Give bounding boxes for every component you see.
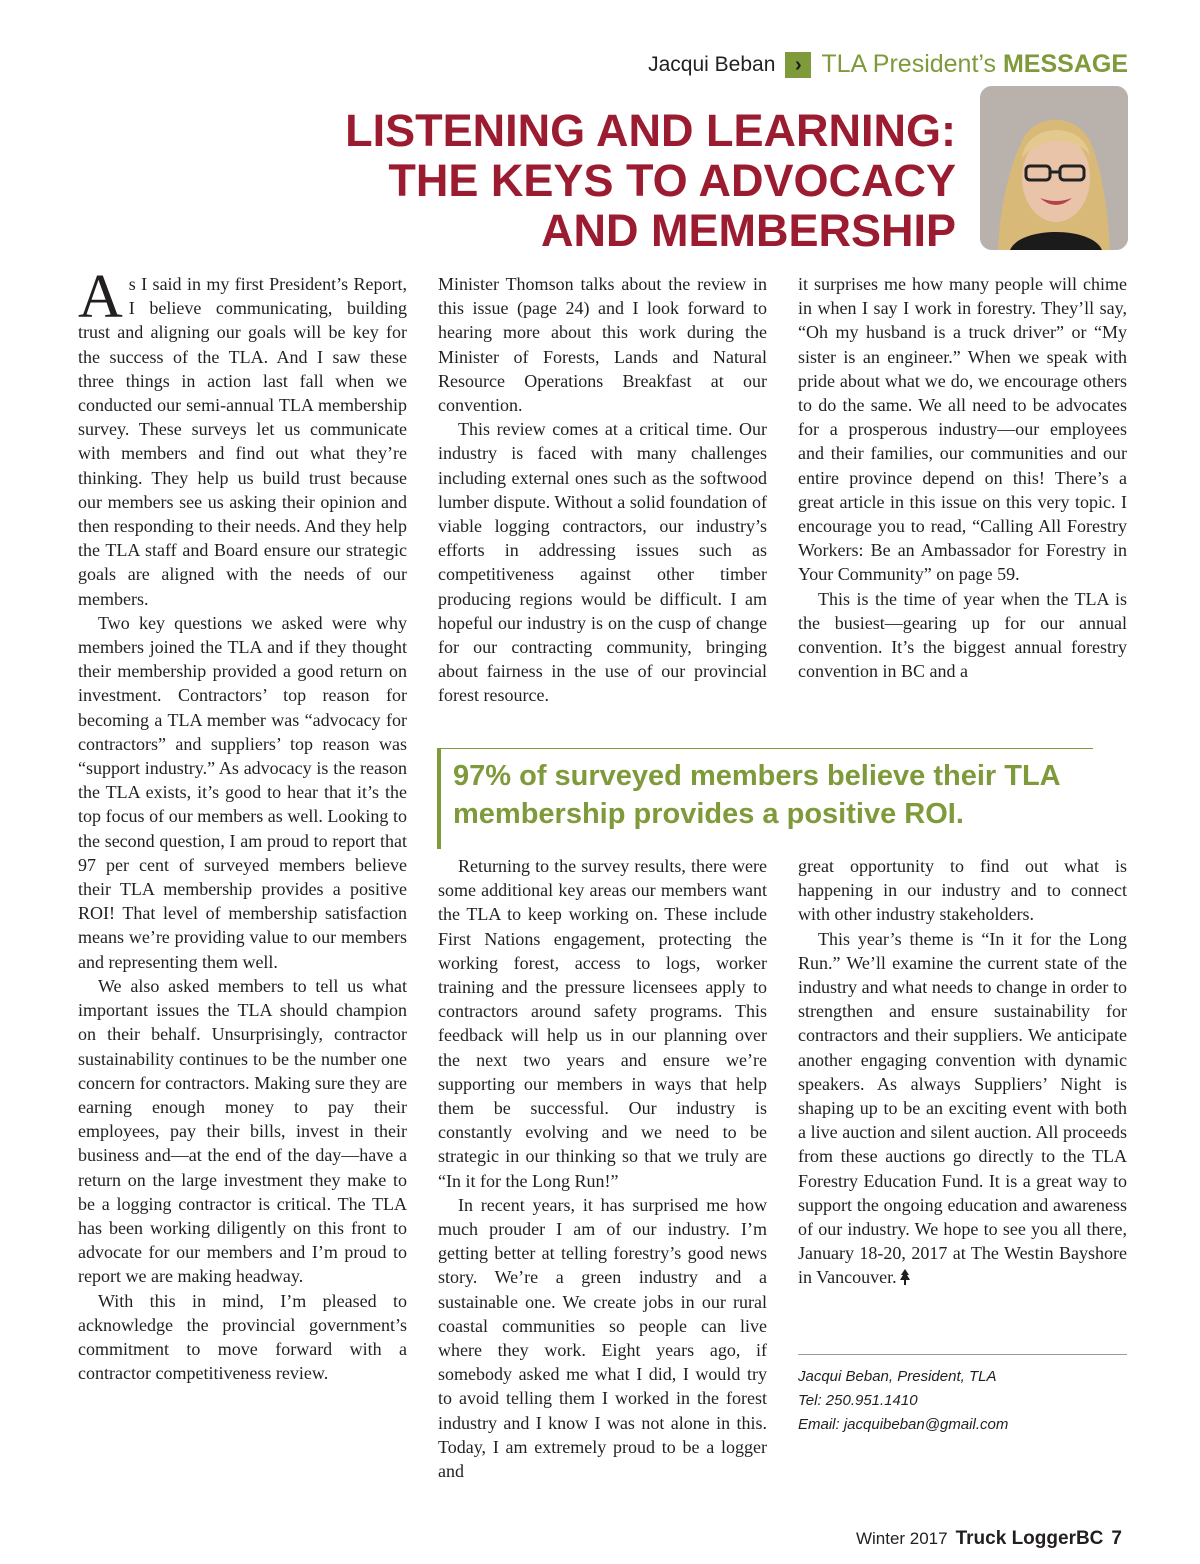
author-photo bbox=[980, 86, 1128, 250]
pull-quote-line: 97% of surveyed members believe their TLA bbox=[453, 760, 1061, 792]
article-column-2-lower bbox=[438, 854, 767, 1483]
header-section-light: TLA President’s bbox=[821, 50, 997, 78]
paragraph: it surprises me how many people will chime in when I say I work in forestry. They’ll say, “Oh my husband is a truck driver” or “My sister is an engineer.” When we speak with pride about what we do, we encourage others to do the same. We all need to be advocates for a prosperous industry—our employees and their families, our communities and our entire province depend on this! There’s a great article in this issue on this very topic. I encourage you to read, “Calling All Forestry Workers: Be an Ambassador for Forestry in Your Community” on page 59. bbox=[798, 274, 1127, 585]
article-headline bbox=[316, 106, 956, 256]
page-number: 7 bbox=[1111, 1528, 1122, 1549]
paragraph: great opportunity to find out what is happening in our industry and to connect with other industry stakeholders. bbox=[798, 856, 1127, 925]
paragraph-text: s I said in my first President’s Report, I believe communicating, building trust and aligning our goals will be key for the success of the TLA. And I saw these three things in action last fall when we conducted our semi-annual TLA membership survey. These surveys let us communicate with members and find out what they’re thinking. They help us build trust because our members see us asking their opinion and then responding to their needs. And they help the TLA staff and Board ensure our strategic goals are aligned with the needs of our members. bbox=[78, 274, 407, 609]
footer-magazine: Truck LoggerBC bbox=[955, 1528, 1104, 1549]
pull-quote bbox=[437, 748, 1093, 849]
drop-cap: A bbox=[78, 263, 123, 331]
signature-tel: Tel: 250.951.1410 bbox=[798, 1392, 918, 1409]
headline-line: THE KEYS TO ADVOCACY bbox=[388, 155, 956, 206]
signature-email: Email: jacquibeban@gmail.com bbox=[798, 1416, 1009, 1433]
author-portrait-image bbox=[980, 86, 1128, 250]
article-column-3-lower bbox=[798, 854, 1127, 1290]
paragraph: Two key questions we asked were why members joined the TLA and if they thought their membership provided a good return on investment. Contractors’ top reason for becoming a TLA member was “advocacy for contractors” and suppliers’ top reason was “support industry.” As advocacy is the reason the TLA exists, it’s good to hear that it’s the top focus of our members as well. Looking to the second question, I am proud to report that 97 per cent of surveyed members believe their TLA membership provides a positive ROI! That level of membership satisfaction means we’re providing value to our members and representing them well. bbox=[78, 612, 407, 972]
paragraph: Returning to the survey results, there were some additional key areas our members want the TLA to keep working on. These include First Nations engagement, protecting the working forest, access to logs, worker training and the pressure licensees apply to contractors around safety programs. This feedback will help us in our planning over the next two years and ensure we’re supporting our members in ways that help them be successful. Our industry is constantly evolving and we need to be strategic in our thinking so that we truly are “In it for the Long Run!” bbox=[438, 856, 767, 1191]
paragraph: Minister Thomson talks about the review in this issue (page 24) and I look forward to hearing more about this work during the Minister of Forests, Lands and Natural Resource Operations Breakfast at our convention. bbox=[438, 274, 767, 416]
header-section bbox=[821, 50, 1128, 79]
chevron-right-icon: › bbox=[785, 52, 811, 78]
headline-line: AND MEMBERSHIP bbox=[540, 205, 956, 256]
paragraph bbox=[798, 927, 1127, 1290]
paragraph-text: This year’s theme is “In it for the Long Run.” We’ll examine the current state of the industry and what needs to change in order to strengthen and ensure sustainability for contractors and their suppliers. We anticipate another engaging convention with dynamic speakers. As always Suppliers’ Night is shaping up to be an exciting event with both a live auction and silent auction. All proceeds from these auctions go directly to the TLA Forestry Education Fund. It is a great way to support the ongoing education and awareness of our industry. We hope to see you all there, January 18-20, 2017 at The Westin Bayshore in Vancouver. bbox=[798, 928, 1127, 1288]
article-column-3 bbox=[798, 272, 1127, 683]
paragraph: This is the time of year when the TLA is the busiest—gearing up for our annual convention. It’s the biggest annual forestry convention in BC and a bbox=[798, 588, 1127, 682]
page-footer bbox=[856, 1528, 1122, 1550]
page-header bbox=[648, 50, 1128, 79]
footer-issue: Winter 2017 bbox=[855, 1529, 948, 1548]
pull-quote-line: membership provides a positive ROI. bbox=[453, 798, 964, 830]
paragraph bbox=[78, 263, 407, 611]
article-column-1 bbox=[78, 263, 407, 1385]
header-author: Jacqui Beban bbox=[648, 52, 776, 76]
paragraph: With this in mind, I’m pleased to acknowledge the provincial government’s commitment to move forward with a contractor competitiveness review. bbox=[78, 1290, 407, 1384]
tree-icon bbox=[899, 1269, 911, 1285]
author-signature bbox=[798, 1354, 1127, 1437]
paragraph: We also asked members to tell us what important issues the TLA should champion on their behalf. Unsurprisingly, contractor sustainability continues to be the number one concern for contractors. Making sure they are earning enough money to pay their employees, pay their bills, invest in their business and—at the end of the day—have a return on the large investment they make to be a logging contractor is critical. The TLA has been working diligently on this front to advocate for our members and I’m proud to report we are making headway. bbox=[78, 975, 407, 1287]
headline-line: LISTENING AND LEARNING: bbox=[345, 105, 956, 156]
article-column-2 bbox=[438, 272, 767, 708]
header-section-bold: MESSAGE bbox=[1002, 50, 1128, 78]
paragraph: This review comes at a critical time. Our industry is faced with many challenges including external ones such as the softwood lumber dispute. Without a solid foundation of viable logging contractors, our industry’s efforts in addressing issues such as competitiveness against other timber producing regions would be difficult. I am hopeful our industry is on the cusp of change for our contracting community, bringing about fairness in the use of our provincial forest resource. bbox=[438, 419, 767, 706]
paragraph: In recent years, it has surprised me how much prouder I am of our industry. I’m getting better at telling forestry’s good news story. We’re a green industry and a sustainable one. We create jobs in our rural coastal communities so people can live where they work. Eight years ago, if somebody asked me what I did, I would try to avoid telling them I worked in the forest industry and I know I was not alone in this. Today, I am extremely proud to be a logger and bbox=[438, 1194, 767, 1482]
signature-name: Jacqui Beban, President, TLA bbox=[798, 1368, 997, 1385]
